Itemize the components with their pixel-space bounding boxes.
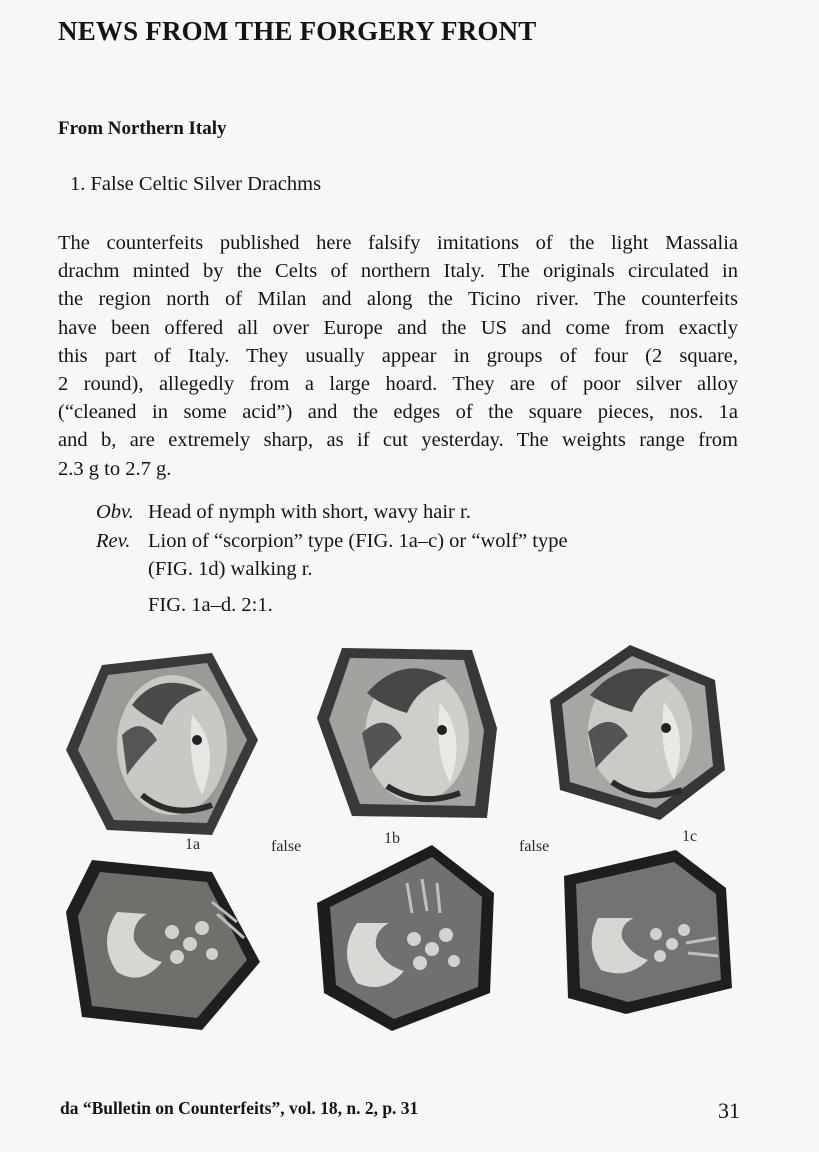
item-heading: 1. False Celtic Silver Drachms	[70, 173, 322, 195]
paragraph-line: 2 round), allegedly from a large hoard. They are of poor silver alloy	[58, 373, 738, 396]
coin-1a-obverse-image	[62, 645, 262, 845]
coin-1c-obverse-image	[540, 640, 730, 825]
page-number: 31	[718, 1098, 740, 1123]
paragraph-line: (“cleaned in some acid”) and the edges of the square pieces, nos. 1a	[58, 401, 738, 424]
page-title: NEWS FROM THE FORGERY FRONT	[58, 16, 537, 46]
reverse-label: Rev.	[96, 529, 131, 552]
obverse-text: Head of nymph with short, wavy hair r.	[148, 501, 471, 523]
caption-false-left: false	[271, 838, 302, 855]
paragraph-line: the region north of Milan and along the Ticino river. The counterfeits	[58, 288, 738, 311]
caption-1b: 1b	[384, 830, 400, 847]
source-citation: da “Bulletin on Counterfeits”, vol. 18, n. 2, p. 31	[60, 1098, 419, 1118]
coin-1a-reverse-image	[62, 852, 262, 1034]
paragraph-line: have been offered all over Europe and the US and come from exactly	[58, 316, 738, 339]
coin-1b-obverse-image	[312, 638, 502, 828]
paragraph-line: drachm minted by the Celts of northern Italy. The originals circulated in	[58, 260, 738, 283]
coin-description	[96, 498, 568, 584]
paragraph-line: 2.3 g to 2.7 g.	[58, 457, 172, 480]
paragraph-line: this part of Italy. They usually appear in groups of four (2 square,	[58, 344, 738, 367]
reverse-text: Lion of “scorpion” type (FIG. 1a–c) or “wolf” type	[148, 529, 568, 552]
obverse-label: Obv.	[96, 501, 134, 523]
coin-1b-reverse-image	[312, 843, 498, 1033]
paragraph-line: and b, are extremely sharp, as if cut yesterday. The weights range from	[58, 429, 738, 452]
reverse-text-continued: (FIG. 1d) walking r.	[148, 558, 313, 580]
caption-false-right: false	[519, 838, 550, 855]
paragraph-line: The counterfeits published here falsify imitations of the light Massalia	[58, 232, 738, 254]
caption-1a: 1a	[185, 836, 201, 853]
figure-scale: FIG. 1a–d. 2:1.	[148, 594, 273, 616]
coin-1c-reverse-image	[556, 848, 736, 1016]
body-paragraph	[58, 229, 738, 483]
caption-1c: 1c	[682, 828, 698, 845]
section-heading: From Northern Italy	[58, 118, 227, 139]
